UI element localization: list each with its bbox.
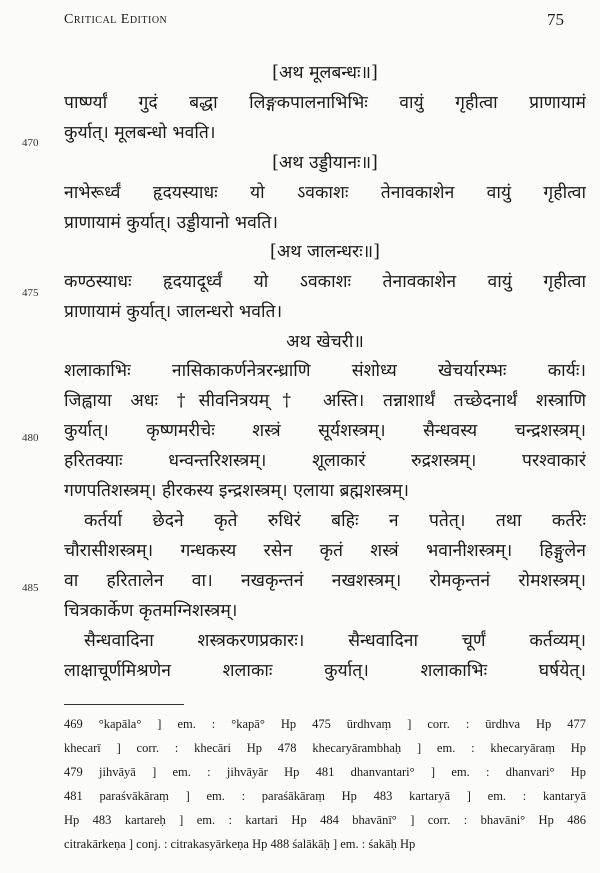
text-line: नाभेरूर्ध्वं हृदयस्याधः यो ऽवकाशः तेनावकाशेन वायुं गृहीत्वा [64,183,586,203]
text-line: लाक्षाचूर्णमिश्रणेन शलाकाः कुर्यात्। शलाकाभिः घर्षयेत्। [64,661,586,681]
section-heading-mulabandha: [अथ मूलबन्धः॥] [272,63,378,83]
section-heading-khecari: अथ खेचरी॥ [286,332,364,352]
text-line: हरितक्याः धन्वन्तरिशस्त्रम्। शूलाकारं रुद्रशस्त्रम्। परश्वाकारं [64,451,586,471]
text-line: जिह्वाया अधः †सीवनित्रयम्† अस्ति। तन्नाशार्थं तच्छेदनार्थं शस्त्राणि [64,391,586,411]
page-number: 75 [547,10,564,29]
line-number-485: 485 [22,582,39,594]
text-line: पार्ष्ण्यां गुदं बद्धा लिङ्गकपालनाभिभिः वायुं गृहीत्वा प्राणायामं [64,93,586,113]
text-line: चित्रकार्केण कृतमग्निशस्त्रम्। [64,601,238,621]
line-number-475: 475 [22,287,39,299]
text-line: कर्तर्या छेदने कृते रुधिरं बहिः न पतेत्। तथा कर्तरेः [84,511,586,531]
text-line: प्राणायामं कुर्यात्। जालन्धरो भवति। [64,302,283,322]
text-line: चौरासीशस्त्रम्। गन्धकस्य रसेन कृतं शस्त्रं भवानीशस्त्रम्। हिङ्गुलेन [64,541,586,561]
apparatus-line: 469 °kapāla° ] em. : °kapā° Hp 475 ūrdhvaṃ ] corr. : ūrdhva Hp 477 [64,717,586,731]
text-line: शलाकाभिः नासिकाकर्णनेत्ररन्ध्राणि संशोध्य खेचर्यारम्भः कार्यः। [64,361,586,381]
apparatus-line: citrakārkeṇa ] conj. : citrakasyārkeṇa Hp 488 śalākāḥ ] em. : śakāḥ Hp [64,837,416,851]
text-line: कुर्यात्। मूलबन्धो भवति। [64,123,216,143]
running-title: Critical Edition [64,12,168,27]
text-line: सैन्धवादिना शस्त्रकरणप्रकारः। सैन्धवादिना चूर्णं कर्तव्यम्। [84,631,586,651]
line-number-470: 470 [22,137,39,149]
line-number-480: 480 [22,432,39,444]
apparatus-line: Hp 483 kartareḥ ] em. : kartari Hp 484 bhavānī° ] corr. : bhavāni° Hp 486 [64,813,586,827]
text-line: कण्ठस्याधः हृदयादूर्ध्वं यो ऽवकाशः तेनावकाशेन वायुं गृहीत्वा [64,272,586,292]
text-line: प्राणायामं कुर्यात्। उड्डीयानो भवति। [64,213,278,233]
footnote-rule [64,704,184,705]
section-heading-jalandhara: [अथ जालन्धरः॥] [270,242,380,262]
text-line: गणपतिशस्त्रम्। हीरकस्य इन्द्रशस्त्रम्। एलाया ब्रह्मशस्त्रम्। [64,481,410,501]
apparatus-line: khecarī ] corr. : khecāri Hp 478 khecaryārambhaḥ ] em. : khecaryāraṃ Hp [64,741,586,755]
text-line: वा हरितालेन वा। नखकृन्तनं नखशस्त्रम्। रोमकृन्तनं रोमशस्त्रम्। [64,571,586,591]
apparatus-line: 479 jihvāyā ] em. : jihvāyār Hp 481 dhanvantari° ] em. : dhanvari° Hp [64,765,586,779]
running-header [64,12,564,34]
text-line: कुर्यात्। कृष्णमरीचेः शस्त्रं सूर्यशस्त्रम्। सैन्धवस्य चन्द्रशस्त्रम्। [64,421,586,441]
apparatus-line: 481 paraśvākāraṃ ] em. : paraśākāraṃ Hp 483 kartaryā ] em. : kantaryā [64,789,586,803]
section-heading-uddiyana: [अथ उड्डीयानः॥] [272,153,378,173]
